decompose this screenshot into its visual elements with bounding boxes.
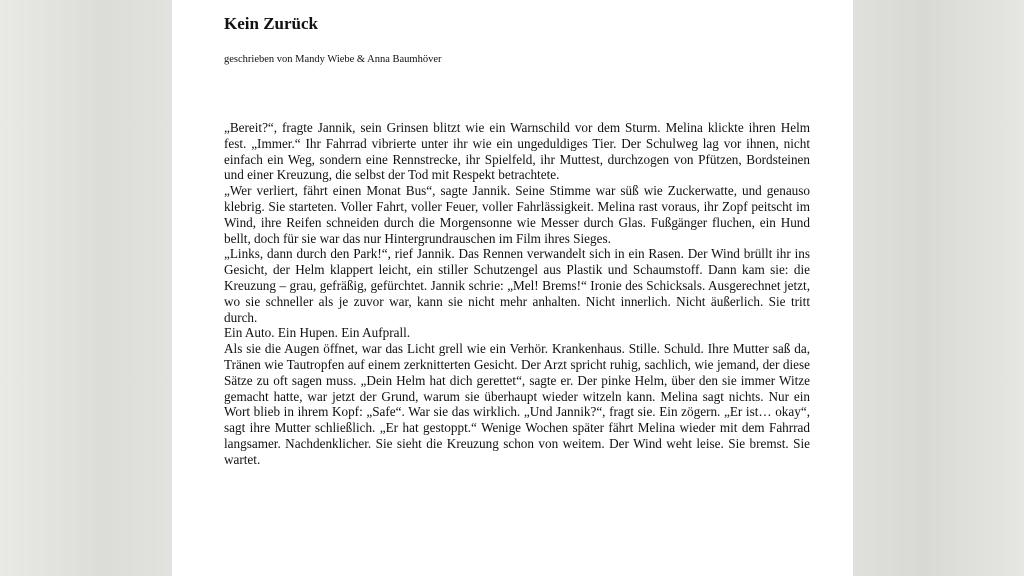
story-body [224, 120, 810, 468]
background-left [0, 0, 172, 576]
paragraph-2: „Wer verliert, fährt einen Monat Bus“, sagte Jannik. Seine Stimme war süß wie Zuckerwatte, und genauso klebrig. Sie starteten. Voller Fahrt, voller Feuer, voller Fahrlässigkeit. Melina rast voraus, ihr Zopf peitscht im Wind, ihre Reifen schneiden durch die Morgensonne wie Messer durch Glas. Fußgänger fluchen, ein Hund bellt, doch für sie war das nur Hintergrundrauschen im Film ihres Sieges. [224, 183, 810, 246]
document-byline: geschrieben von Mandy Wiebe & Anna Baumhöver [224, 54, 442, 65]
document-title: Kein Zurück [224, 14, 318, 33]
paragraph-5: Als sie die Augen öffnet, war das Licht grell wie ein Verhör. Krankenhaus. Stille. Schuld. Ihre Mutter saß da, Tränen wie Tautropfen auf einem zerknitterten Gesicht. Der Arzt spricht ruhig, sachlich, wie jemand, der diese Sätze zu oft sagen muss. „Dein Helm hat dich gerettet“, sagte er. Der pinke Helm, über den sie immer Witze gemacht hatte, war jetzt der Grund, warum sie überhaupt wieder witzeln kann. Melina sagt nichts. Nur ein Wort blieb in ihrem Kopf: „Safe“. War sie das wirklich. „Und Jannik?“, fragt sie. Ein zögern. „Er ist… okay“, sagt ihre Mutter schließlich. „Er hat gestoppt.“ Wenige Wochen später fährt Melina wieder mit dem Fahrrad langsamer. Nachdenklicher. Sie sieht die Kreuzung schon von weitem. Der Wind weht leise. Sie bremst. Sie wartet. [224, 341, 810, 467]
paragraph-4: Ein Auto. Ein Hupen. Ein Aufprall. [224, 325, 411, 341]
paragraph-1: „Bereit?“, fragte Jannik, sein Grinsen blitzt wie ein Warnschild vor dem Sturm. Melina klickte ihren Helm fest. „Immer.“ Ihr Fahrrad vibrierte unter ihr wie ein ungeduldiges Tier. Der Schulweg lag vor ihnen, nicht einfach ein Weg, sondern eine Rennstrecke, ihr Spielfeld, ihr Muttest, durchzogen von Pfützen, Bordsteinen und einer Kreuzung, die selbst der Tod mit Respekt betrachtete. [224, 120, 810, 183]
paragraph-3: „Links, dann durch den Park!“, rief Jannik. Das Rennen verwandelt sich in ein Rasen. Der Wind brüllt ihr ins Gesicht, der Helm klappert leicht, ein stiller Schutzengel aus Plastik und Schaumstoff. Dann kam sie: die Kreuzung – grau, gefräßig, gefürchtet. Jannik schrie: „Mel! Brems!“ Ironie des Schicksals. Ausgerechnet jetzt, wo sie schneller als je zuvor war, kann sie nicht mehr anhalten. Nicht innerlich. Nicht äußerlich. Sie tritt durch. [224, 246, 810, 325]
document-page [172, 0, 853, 576]
background-right [853, 0, 1024, 576]
